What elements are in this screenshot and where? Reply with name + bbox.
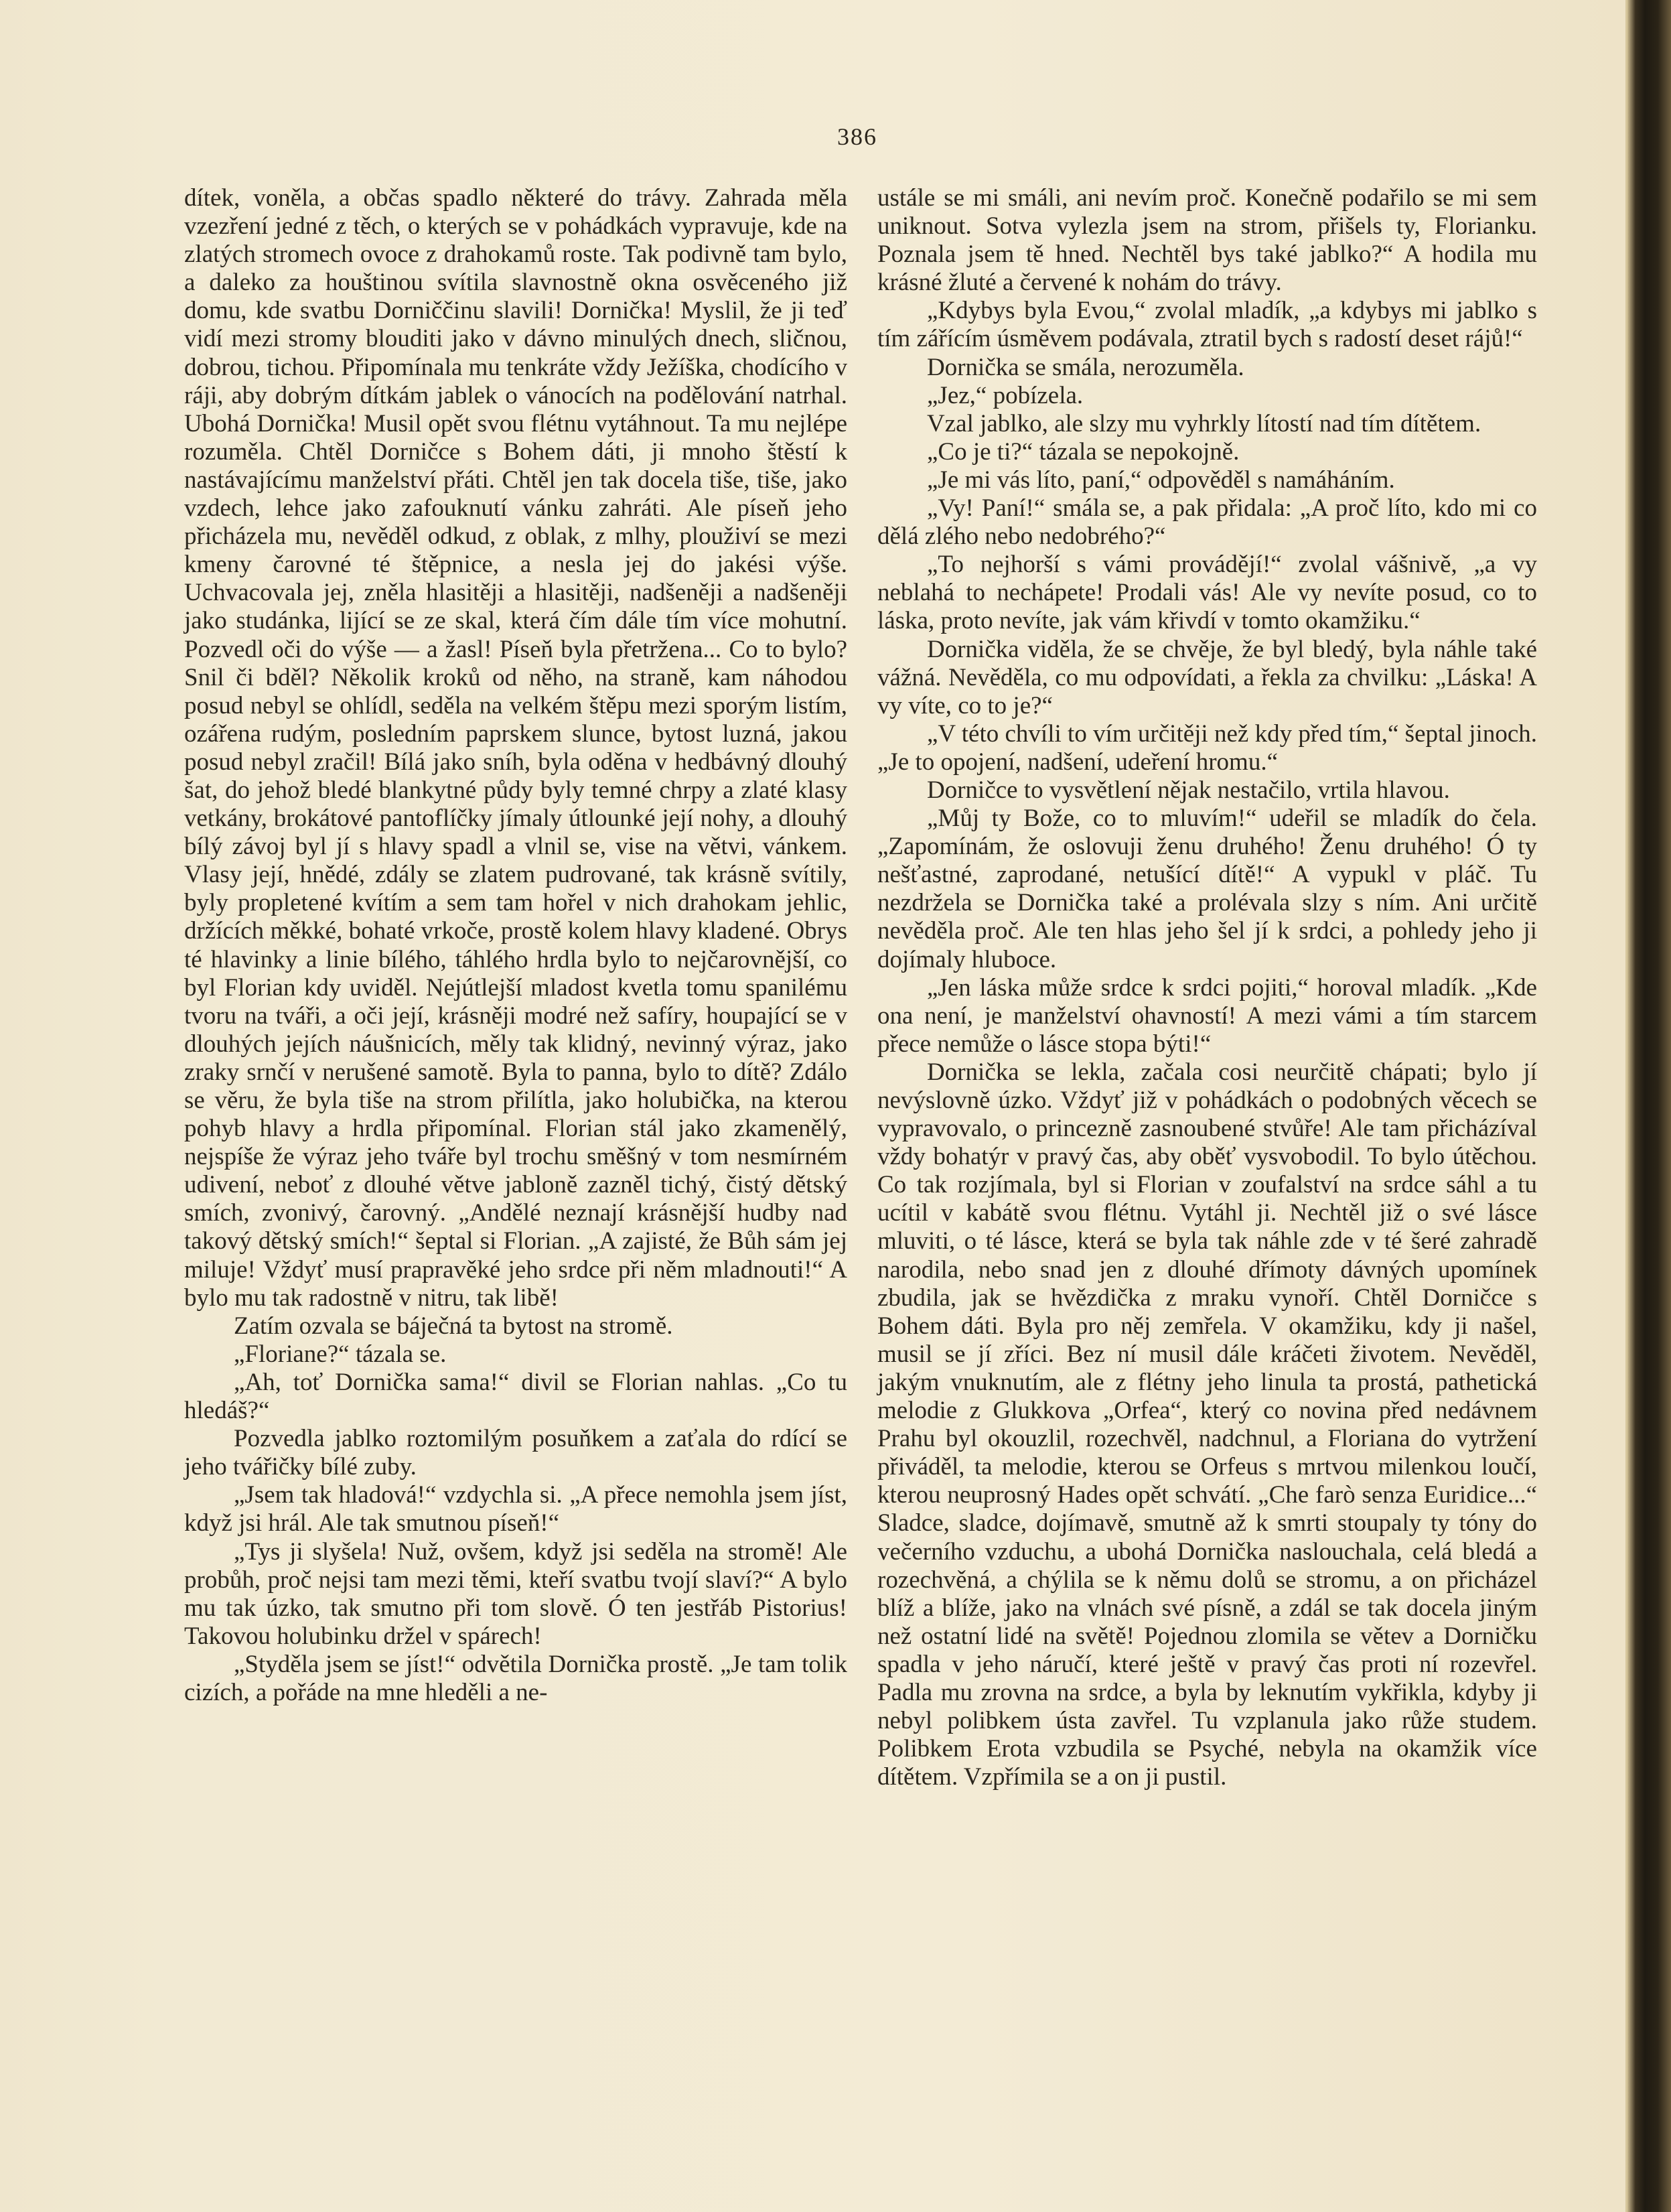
paragraph: dítek, voněla, a občas spadlo některé do trávy. Zahrada měla vzezření jedné z těch, o kterých se v pohádkách vypravuje, kde na zlatých stromech ovoce z drahokamů roste. Tak podivně tam bylo, a daleko za houštinou svítila slavnostně okna osvěceného již domu, kde svatbu Dorniččinu slavili! Dornička! Myslil, že ji teď vidí mezi stromy blouditi jako v dávno minulých dnech, sličnou, dobrou, tichou. Připomínala mu tenkráte vždy Ježíška, chodícího v ráji, aby dobrým dítkám jablek o vánocích na podělování natrhal. Ubohá Dornička! Musil opět svou flétnu vytáhnout. Ta mu nejlépe rozuměla. Chtěl Dorničce s Bohem dáti, ji mnoho štěstí k nastávajícímu manželství přáti. Chtěl jen tak docela tiše, tiše, jako vzdech, lehce jako zafouknutí vánku zahráti. Ale píseň jeho přicházela mu, nevěděl odkud, z oblak, z mlhy, plouživí se mezi kmeny čarovné té štěpnice, a nesla jej do jakési výše. Uchvacovala jej, zněla hlasitěji a hlasitěji, nadšeněji a nadšeněji jako studánka, lijící se ze skal, která čím dále tím více mohutní. Pozvedl oči do výše — a žasl! Píseň byla přetržena... Co to bylo? Snil či bděl? Několik kroků od něho, na straně, kam náhodou posud nebyl se ohlídl, seděla na velkém štěpu mezi sporým listím, ozářena rudým, posledním paprskem slunce, bytost luzná, jakou posud nebyl zračil! Bílá jako sníh, byla oděna v hedbávný dlouhý šat, do jehož bledé blankytné půdy byly temné chrpy a zlaté klasy vetkány, brokátové pantoflíčky jímaly útlounké její nohy, a dlouhý bílý závoj byl jí s hlavy spadl a vlnil se, vise na větvi, vánkem. Vlasy její, hnědé, zdály se zlatem pudrované, tak krásně svítily, byly propletené kvítím a sem tam hořel v nich drahokam jehlic, držících měkké, bohaté vrkoče, prostě kolem hlavy kladené. Obrys té hlavinky a linie bílého, táhlého hrdla bylo to nejčarovnější, co byl Florian kdy uviděl. Nejútlejší mladost kvetla tomu spanilému tvoru na tváři, a oči její, krásněji modré než safíry, houpající se v dlouhých jejích náušnicích, měly tak klidný, nevinný výraz, jako zraky srnčí v nerušené samotě. Byla to panna, bylo to dítě? Zdálo se věru, že byla tiše na strom přilítla, jako holubička, na kterou pohyb hlavy a hrdla připomínal. Florian stál jako zkamenělý, nejspíše že výraz jeho tváře byl trochu směšný v tom nesmírném udivení, neboť z dlouhé větve jabloně zazněl tichý, čistý dětský smích, zvonivý, čarovný. „Andělé neznají krásnější hudby nad takový dětský smích!“ šeptal si Florian. „A zajisté, že Bůh sám jej miluje! Vždyť musí prapravěké jeho srdce při něm mladnouti!“ A bylo mu tak radostně v nitru, tak libě!	[184, 184, 847, 1312]
paragraph: „Styděla jsem se jíst!“ odvětila Dornička prostě. „Je tam tolik cizích, a pořáde na mne hleděli a ne-	[184, 1650, 847, 1706]
paragraph: „Floriane?“ tázala se.	[234, 1340, 447, 1368]
right-text-column	[877, 184, 1537, 1791]
paragraph: Dornička se smála, nerozuměla.	[927, 353, 1244, 381]
page-number: 386	[837, 123, 877, 150]
paragraph: Dornička se lekla, začala cosi neurčitě chápati; bylo jí nevýslovně úzko. Vždyť již v pohádkách o podobných věcech se vypravovalo, o princezně zasnoubené stvůře! Ale tam přicházíval vždy bohatýr v pravý čas, aby oběť vysvobodil. To bylo útěchou. Co tak rozjímala, byl si Florian v zoufalství na srdce sáhl a tu ucítil v kabátě svou flétnu. Vytáhl ji. Nechtěl již o své lásce mluviti, o té lásce, která se byla tak náhle zde v té šeré zahradě narodila, nebo snad jen z dlouhé dřímoty dávných upomínek zbudila, jak se hvězdička z mraku vynoří. Chtěl Dorničce s Bohem dáti. Byla pro něj zemřela. V okamžiku, kdy ji našel, musil se jí zříci. Bez ní musil dále kráčeti životem. Nevěděl, jakým vnuknutím, ale z flétny jeho linula ta prostá, pathetická melodie z Glukkova „Orfea“, který co novina před nedávnem Prahu byl okouzlil, rozechvěl, nadchnul, a Floriana do vytržení přiváděl, ta melodie, kterou se Orfeus s mrtvou milenkou loučí, kterou neuprosný Hades opět schvátí. „Che farò senza Euridice...“ Sladce, sladce, dojímavě, smutně až k smrti stoupaly ty tóny do večerního vzduchu, a ubohá Dornička naslouchala, celá bledá a rozechvěná, a chýlila se k němu dolů se stromu, a on přicházel blíž a blíže, jako na vlnách své písně, a zdál se tak docela jiným než ostatní lidé na světě! Pojednou zlomila se větev a Dorničku spadla v jeho náručí, které ještě v pravý čas proti ní rozevřel. Padla mu zrovna na srdce, a byla by leknutím vykřikla, kdyby ji nebyl polibkem ústa zavřel. Tu vzplanula jako růže studem. Polibkem Erota vzbudila se Psyché, nebyla na okamžik více dítětem. Vzpřímila se a on ji pustil.	[877, 1058, 1537, 1791]
paragraph: „Co je ti?“ tázala se nepokojně.	[927, 437, 1240, 466]
paragraph: „Kdybys byla Evou,“ zvolal mladík, „a kdybys mi jablko s tím zářícím úsměvem podávala, ztratil bych s radostí deset rájů!“	[877, 297, 1537, 353]
paragraph: Vzal jablko, ale slzy mu vyhrkly lítostí nad tím dítětem.	[927, 409, 1481, 437]
paragraph: „Vy! Paní!“ smála se, a pak přidala: „A proč líto, kdo mi co dělá zlého nebo nedobrého?“	[877, 494, 1537, 551]
paragraph: „Můj ty Bože, co to mluvím!“ udeřil se mladík do čela. „Zapomínám, že oslovuji ženu druhého! Ženu druhého! Ó ty nešťastné, zaprodané, netušící dítě!“ A vypukl v pláč. Tu nezdržela se Dornička také a prolévala slzy s ním. Ani určitě nevěděla proč. Ale ten hlas jeho šel jí k srdci, a pohledy jeho ji dojímaly hluboce.	[877, 805, 1537, 973]
paragraph: Dorničce to vysvětlení nějak nestačilo, vrtila hlavou.	[927, 776, 1450, 804]
paragraph: „V této chvíli to vím určitěji než kdy před tím,“ šeptal jinoch. „Je to opojení, nadšení, udeření hromu.“	[877, 719, 1537, 776]
paragraph: „Ah, toť Dornička sama!“ divil se Florian nahlas. „Co tu hledáš?“	[184, 1368, 847, 1425]
paragraph: Zatím ozvala se báječná ta bytost na stromě.	[234, 1312, 673, 1340]
left-text-column	[184, 184, 847, 1707]
paragraph: „Tys ji slyšela! Nuž, ovšem, když jsi seděla na stromě! Ale probůh, proč nejsi tam mezi těmi, kteří svatbu tvojí slaví?“ A bylo mu tak úzko, tak smutno při tom slově. Ó ten jestřáb Pistorius! Takovou holubinku držel v spárech!	[184, 1537, 847, 1650]
paragraph: „Jez,“ pobízela.	[927, 381, 1084, 409]
paragraph: „Jen láska může srdce k srdci pojiti,“ horoval mladík. „Kde ona není, je manželství ohavností! A mezi vámi a tím starcem přece nemůže o lásce stopa býti!“	[877, 973, 1537, 1058]
book-binding-edge	[1627, 0, 1671, 2212]
paragraph: Pozvedla jablko roztomilým posuňkem a zaťala do rdící se jeho tvářičky bílé zuby.	[184, 1425, 847, 1481]
paragraph: „Jsem tak hladová!“ vzdychla si. „A přece nemohla jsem jíst, když jsi hrál. Ale tak smutnou píseň!“	[184, 1481, 847, 1537]
paragraph: „Je mi vás líto, paní,“ odpověděl s namáháním.	[927, 466, 1395, 494]
paragraph: ustále se mi smáli, ani nevím proč. Konečně podařilo se mi sem uniknout. Sotva vylezla jsem na strom, přišels ty, Florianku. Poznala jsem tě hned. Nechtěl bys také jablko?“ A hodila mu krásné žluté a červené k nohám do trávy.	[877, 184, 1537, 297]
paragraph: „To nejhorší s vámi provádějí!“ zvolal vášnivě, „a vy neblahá to nechápete! Prodali vás! Ale vy nevíte posud, co to láska, proto nevíte, jak vám křivdí v tomto okamžiku.“	[877, 551, 1537, 635]
paragraph: Dornička viděla, že se chvěje, že byl bledý, byla náhle také vážná. Nevěděla, co mu odpovídati, a řekla za chvilku: „Láska! A vy víte, co to je?“	[877, 635, 1537, 719]
